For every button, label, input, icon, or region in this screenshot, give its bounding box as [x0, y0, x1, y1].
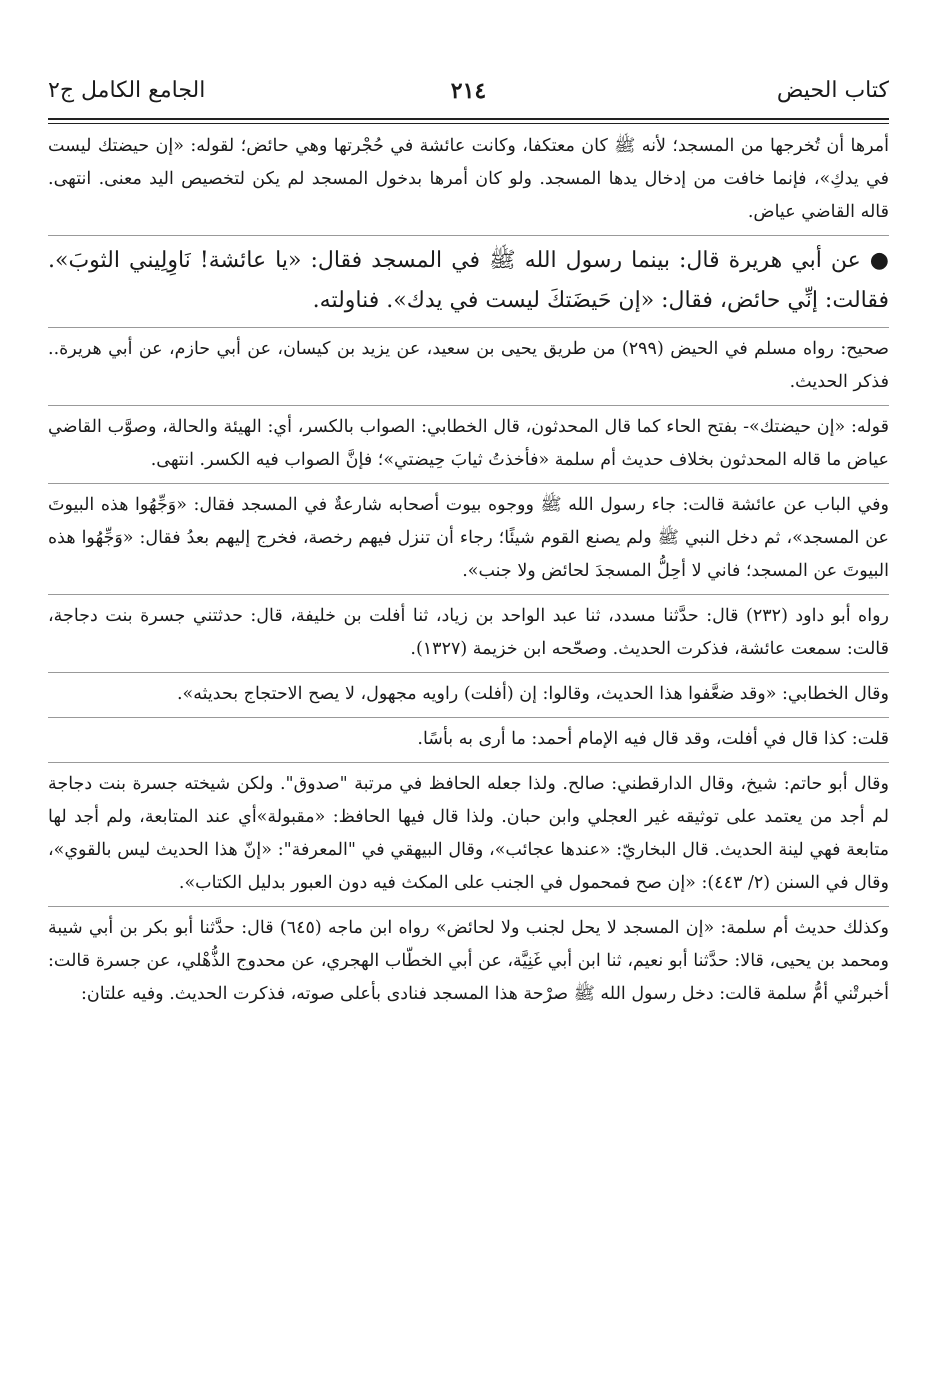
paragraph-takhrij-muslim: صحيح: رواه مسلم في الحيض (٢٩٩) من طريق يحيى بن سعيد، عن يزيد بن كيسان، عن أبي حازم، عن أبي هريرة.. فذكر الحديث. [48, 339, 889, 392]
paragraph-divider [48, 594, 889, 595]
paragraph-divider [48, 327, 889, 328]
running-header [48, 78, 889, 114]
paragraph-divider [48, 235, 889, 236]
header-rule-thick [48, 118, 889, 120]
page-body [48, 130, 889, 1011]
paragraph-umm-salama: وكذلك حديث أم سلمة: «إن المسجد لا يحل لجنب ولا لحائض» رواه ابن ماجه (٦٤٥) قال: حدَّثنا أبو بكر بن أبي شيبة ومحمد بن يحيى، قالا: حدَّثنا أبو نعيم، ثنا ابن أبي غَنِيَّة، عن أبي الخطّاب الهجري، عن محدوج الذُّهْلي، عن جسرة قالت: أخبرتْني أمُّ سلمة قالت: دخل رسول الله ﷺ صرْحة هذا المسجد فنادى بأعلى صوته، فذكرت الحديث. وفيه علتان: [48, 918, 889, 1004]
paragraph-divider [48, 906, 889, 907]
paragraph-explanation: قوله: «إن حيضتك»- بفتح الحاء كما قال المحدثون، قال الخطابي: الصواب بالكسر، أي: الهيئة والحالة، وصوَّب القاضي عياض ما قاله المحدثون بخلاف حديث أم سلمة «فأخذتُ ثيابَ حِيضتي»؛ فإنَّ الصواب فيه الكسر. انتهى. [48, 417, 889, 470]
page-number: ٢١٤ [450, 78, 487, 104]
paragraph-divider [48, 762, 889, 763]
paragraph-narrator-criticism: وقال أبو حاتم: شيخ، وقال الدارقطني: صالح. ولذا جعله الحافظ في مرتبة "صدوق". ولكن شيخته جسرة بنت دجاجة لم أجد من يعتمد على توثيقه غير العجلي وابن حبان. ولذا قال فيها الحافظ: «مقبولة»أي عند المتابعة، ولم أجد لها متابعة فهي لينة الحديث. قال البخاريّ: «عندها عجائب»، وقال البيهقي في "المعرفة": «إنّ هذا الحديث ليس بالقوي»، وقال في السنن (٢/ ٤٤٣): «إن صح فمحمول في الجنب على المكث فيه دون العبور بدليل الكتاب». [48, 774, 889, 893]
book-title: الجامع الكامل ج٢ [48, 78, 206, 103]
header-rule-thin [48, 123, 889, 124]
paragraph-author-note: قلت: كذا قال في أفلت، وقد قال فيه الإمام أحمد: ما أرى به بأسًا. [417, 729, 889, 749]
paragraph-divider [48, 672, 889, 673]
paragraph-commentary-iyad: أمرها أن تُخرجها من المسجد؛ لأنه ﷺ كان معتكفا، وكانت عائشة في حُجْرتها وهي حائض؛ لقوله: «إن حيضتك ليست في يدكِ»، فإنما خافت من إدخال يدها المسجد. ولو كان أمرها بدخول المسجد لم يكن لتخصيص اليد معنى. انتهى. قاله القاضي عياض. [48, 136, 889, 222]
paragraph-abu-dawud: رواه أبو داود (٢٣٢) قال: حدَّثنا مسدد، ثنا عبد الواحد بن زياد، ثنا أفلت بن خليفة، قال: حدثتني جسرة بنت دجاجة، قالت: سمعت عائشة، فذكرت الحديث. وصحّحه ابن خزيمة (١٣٢٧). [48, 606, 889, 659]
paragraph-khattabi: وقال الخطابي: «وقد ضعَّفوا هذا الحديث، وقالوا: إن (أفلت) راويه مجهول، لا يصح الاحتجاج بحديثه». [176, 684, 889, 704]
paragraph-hadith-text: ● عن أبي هريرة قال: بينما رسول الله ﷺ في المسجد فقال: «يا عائشة! نَاوِلِيني الثوبَ». فقالت: إنِّي حائض، فقال: «إن حَيضَتكَ ليست في يدك». فناولته. [48, 248, 889, 313]
chapter-title: كتاب الحيض [776, 78, 889, 103]
paragraph-divider [48, 405, 889, 406]
paragraph-aisha-hadith: وفي الباب عن عائشة قالت: جاء رسول الله ﷺ ووجوه بيوت أصحابه شارعةٌ في المسجد فقال: «وَجِّهُوا هذه البيوتَ عن المسجد»، ثم دخل النبي ﷺ ولم يصنع القوم شيئًا؛ رجاء أن تنزل فيهم رخصة، فخرج إليهم بعدُ فقال: «وَجِّهُوا هذه البيوتَ عن المسجد؛ فاني لا أحِلُّ المسجدَ لحائض ولا جنب». [48, 495, 889, 581]
paragraph-divider [48, 483, 889, 484]
paragraph-divider [48, 717, 889, 718]
